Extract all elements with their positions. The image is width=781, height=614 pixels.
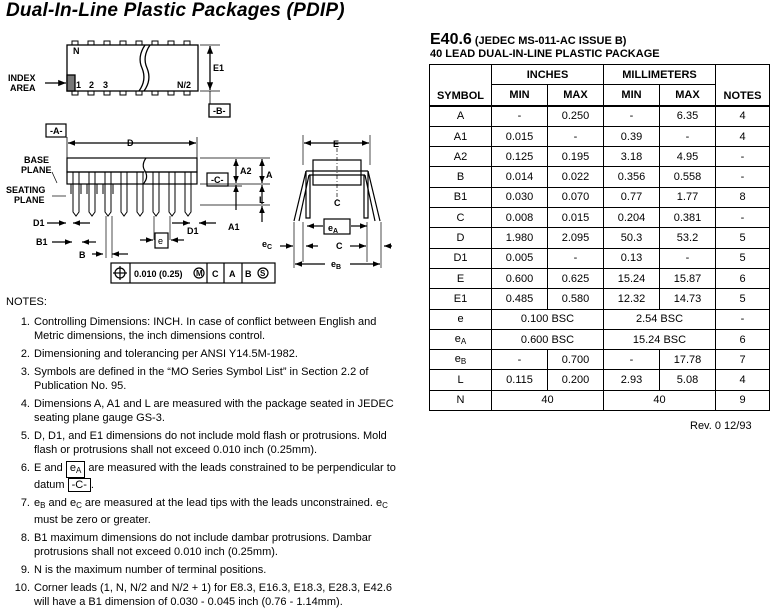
table-row: e 0.100 BSC 2.54 BSC - [430,309,770,329]
d1-right-label: D1 [187,226,199,236]
note-1: 1. Controlling Dimensions: INCH. In case of conflict between English and Metric dimensions, the inch dimensions control. [20,316,377,342]
pin-n-label: N [73,46,80,56]
note-6: 6. E and $e_A$ are measured with the leads constrained to be perpendicular to datum -C- . [20,462,396,491]
table-row: B 0.014 0.022 0.356 0.558 - [430,167,770,187]
tolerance-value: 0.010 (0.25) [134,269,183,279]
package-drawing [0,0,400,292]
table-row: A1 0.015 - 0.39 - 4 [430,126,770,146]
pin-1-label: 1 [76,80,82,90]
a2-label: A2 [240,166,252,176]
l-label: L [259,195,265,205]
area-label: AREA [10,83,36,93]
tolerance-a: A [229,269,236,279]
group-inches: INCHES [492,65,604,85]
pin-half-label: N/2 [177,80,192,90]
seating-plane-label-2: PLANE [14,195,45,205]
a-label: A [266,170,273,180]
table-row: $e_A$ 0.600 BSC 15.24 BSC 6 [430,329,770,349]
centerline-label: C [334,198,341,208]
b-label: B [79,250,86,260]
tolerance-b: B [245,269,252,279]
note-10: 10. Corner leads (1, N, N/2 and N/2 + 1) for E8.3, E16.3, E18.3, E28.3, E42.6 will have a B1 dimension of 0.030 - 0.045 inch (0.76 - 1.14mm). [14,582,393,608]
note-2: 2. Dimensioning and tolerancing per ANSI Y14.5M-1982. [20,348,298,360]
table-row: A - 0.250 - 6.35 4 [430,106,770,127]
a1-label: A1 [228,222,240,232]
dimensions-table [429,64,770,411]
package-title: E40.6 (JEDEC MS-011-AC ISSUE B) [430,31,627,48]
datum-c-label: -C- [211,175,224,185]
base-plane-label-2: PLANE [21,165,52,175]
col-symbol: SYMBOL [430,65,492,106]
note-4: 4. Dimensions A, A1 and L are measured with the package seated in JEDEC seating plane gauge GS-3. [20,398,394,424]
ec-label: $e_C$ [262,239,273,251]
note-9: 9. N is the maximum number of terminal positions. [20,564,267,576]
eb-label: $e_B$ [331,259,342,271]
d-label: D [127,138,134,148]
ea-symbol-box: $e_A$ [66,461,85,478]
table-row: E1 0.485 0.580 12.32 14.73 5 [430,289,770,309]
table-row: A2 0.125 0.195 3.18 4.95 - [430,147,770,167]
revision-label: Rev. 0 12/93 [690,420,752,432]
col-in-min: MIN [492,85,548,106]
page-title: Dual-In-Line Plastic Packages (PDIP) [6,0,345,21]
notes-heading: NOTES: [6,296,47,308]
table-row: B1 0.030 0.070 0.77 1.77 8 [430,187,770,207]
datum-c-box: -C- [68,478,91,492]
package-subtitle: 40 LEAD DUAL-IN-LINE PLASTIC PACKAGE [430,48,660,60]
base-plane-label: BASE [24,155,50,165]
table-row: D1 0.005 - 0.13 - 5 [430,248,770,268]
table-row: $e_B$ - 0.700 - 17.78 7 [430,350,770,370]
col-mm-max: MAX [660,85,716,106]
table-row: L 0.115 0.200 2.93 5.08 4 [430,370,770,390]
note-3: 3. Symbols are defined in the “MO Series Symbol List” in Section 2.2 of Publication No. 95. [20,366,369,392]
notes-list [6,315,398,613]
table-row: E 0.600 0.625 15.24 15.87 6 [430,268,770,288]
seating-plane-label: SEATING [6,185,46,195]
tolerance-s: S [260,269,266,278]
b1-label: B1 [36,237,48,247]
table-row: D 1.980 2.095 50.3 53.2 5 [430,228,770,248]
c-label: C [336,241,343,251]
col-in-max: MAX [548,85,604,106]
datum-a-label: -A- [50,126,63,136]
e1-label: E1 [213,63,225,73]
col-notes: NOTES [716,65,770,106]
d1-left-label: D1 [33,218,45,228]
note-8: 8. B1 maximum dimensions do not include dambar protrusions. Dambar protrusions shall not exceed 0.010 inch (0.25mm). [20,532,372,558]
tolerance-c: C [212,269,219,279]
table-row: N 40 40 9 [430,390,770,410]
tolerance-m: M [196,269,203,278]
datum-b-label: -B- [213,106,226,116]
pin-3-label: 3 [103,80,109,90]
e-width-label: E [333,139,340,149]
ea-label: $e_A$ [328,223,339,235]
index-label: INDEX [8,73,36,83]
pin-2-label: 2 [89,80,95,90]
table-row: C 0.008 0.015 0.204 0.381 - [430,208,770,228]
e-pitch-label: e [158,236,164,246]
col-mm-min: MIN [604,85,660,106]
note-5: 5. D, D1, and E1 dimensions do not include mold flash or protrusions. Mold flash or protrusions shall not exceed 0.010 inch (0.25mm). [20,430,387,456]
group-mm: MILLIMETERS [604,65,716,85]
note-7: 7. $e_B$ and $e_C$ are measured at the lead tips with the leads unconstrained. $e_C$ must be zero or greater. [20,497,388,526]
